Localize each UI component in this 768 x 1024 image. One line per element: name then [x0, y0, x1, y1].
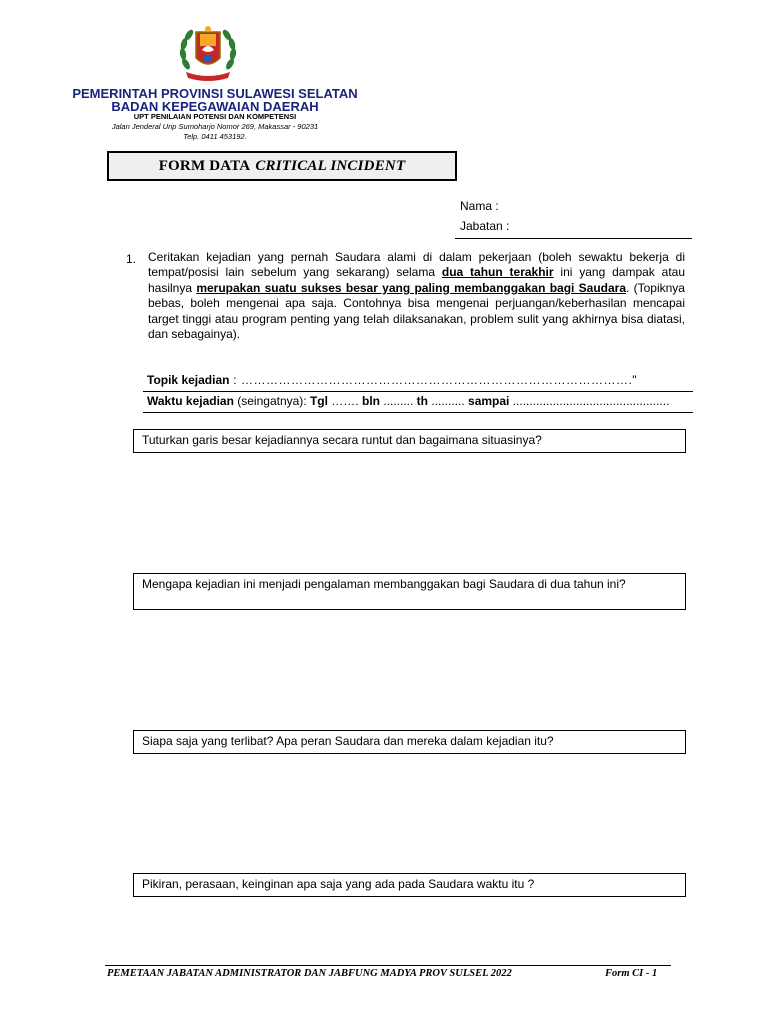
question-box-2: Mengapa kejadian ini menjadi pengalaman membanggakan bagi Saudara di dua tahun ini? [133, 573, 686, 610]
waktu-label: Waktu kejadian [147, 394, 234, 408]
header-address: Jalan Jenderal Urip Sumoharjo Nomor 269, Makassar - 90231 [111, 122, 319, 131]
nama-field-label: Nama : [460, 199, 499, 213]
waktu-hint: (seingatnya): [233, 394, 310, 408]
instruction-text-1: Ceritakan kejadian yang pernah Saudara alami di dalam pekerjaan (boleh sewaktu bekerja di tempat/posisi lain sebelum yang sekarang) selama [148, 250, 685, 280]
topik-row [147, 373, 637, 387]
waktu-th-label: th [416, 394, 428, 408]
topik-value: : …………………………………………………………………………………." [229, 373, 638, 387]
header-unit-name: UPT PENILAIAN POTENSI DAN KOMPETENSI [133, 112, 297, 121]
waktu-bln-label: bln [361, 394, 380, 408]
instruction-paragraph [148, 250, 685, 342]
waktu-tgl-dots: ……. [327, 394, 362, 408]
instruction-text-2: ini yang dampak atau hasilnya [148, 265, 685, 295]
instruction-text-3: . (Topiknya bebas, boleh mengenai apa saja. Contohnya bisa mengenai perjuangan/keberhasilan mencapai target tinggi atau program penting yang telah dilaksanakan, problem sulit yang akhirnya bisa diatasi, dan sebagainya). [148, 280, 685, 342]
footer-rule [105, 965, 671, 966]
footer-title: PEMETAAN JABATAN ADMINISTRATOR DAN JABFUNG MADYA PROV SULSEL 2022 [107, 968, 512, 979]
footer-form-code: Form CI - 1 [605, 968, 658, 979]
waktu-sampai-dots: ............................................... [509, 394, 670, 408]
instruction-bold-2: merupakan suatu sukses besar yang paling membanggakan bagi Saudara [196, 280, 627, 295]
form-title [107, 151, 457, 181]
provincial-emblem-icon [176, 20, 240, 84]
waktu-sampai-label: sampai [468, 394, 510, 408]
jabatan-underline [455, 238, 692, 239]
question-box-1: Tuturkan garis besar kejadiannya secara runtut dan bagaimana situasinya? [133, 429, 686, 453]
header-government-name: PEMERINTAH PROVINSI SULAWESI SELATAN [72, 86, 358, 101]
instruction-bold-1: dua tahun terakhir [441, 265, 554, 280]
waktu-bln-dots: ......... [379, 394, 417, 408]
waktu-tgl-label: Tgl [309, 394, 328, 408]
header-phone: Telp. 0411 453192. [183, 132, 247, 141]
waktu-row [147, 394, 669, 408]
topik-label: Topik kejadian [147, 373, 230, 387]
jabatan-field-label: Jabatan : [460, 219, 510, 233]
question-box-4: Pikiran, perasaan, keinginan apa saja yang ada pada Saudara waktu itu ? [133, 873, 686, 897]
topik-underline [143, 391, 693, 392]
form-title-emphasis: CRITICAL INCIDENT [255, 157, 406, 174]
instruction-number: 1. [126, 252, 137, 266]
waktu-th-dots: .......... [428, 394, 469, 408]
form-title-prefix: FORM DATA [158, 157, 251, 174]
waktu-underline [143, 412, 693, 413]
question-box-3: Siapa saja yang terlibat? Apa peran Saudara dan mereka dalam kejadian itu? [133, 730, 686, 754]
header-agency-name: BADAN KEPEGAWAIAN DAERAH [111, 99, 319, 114]
